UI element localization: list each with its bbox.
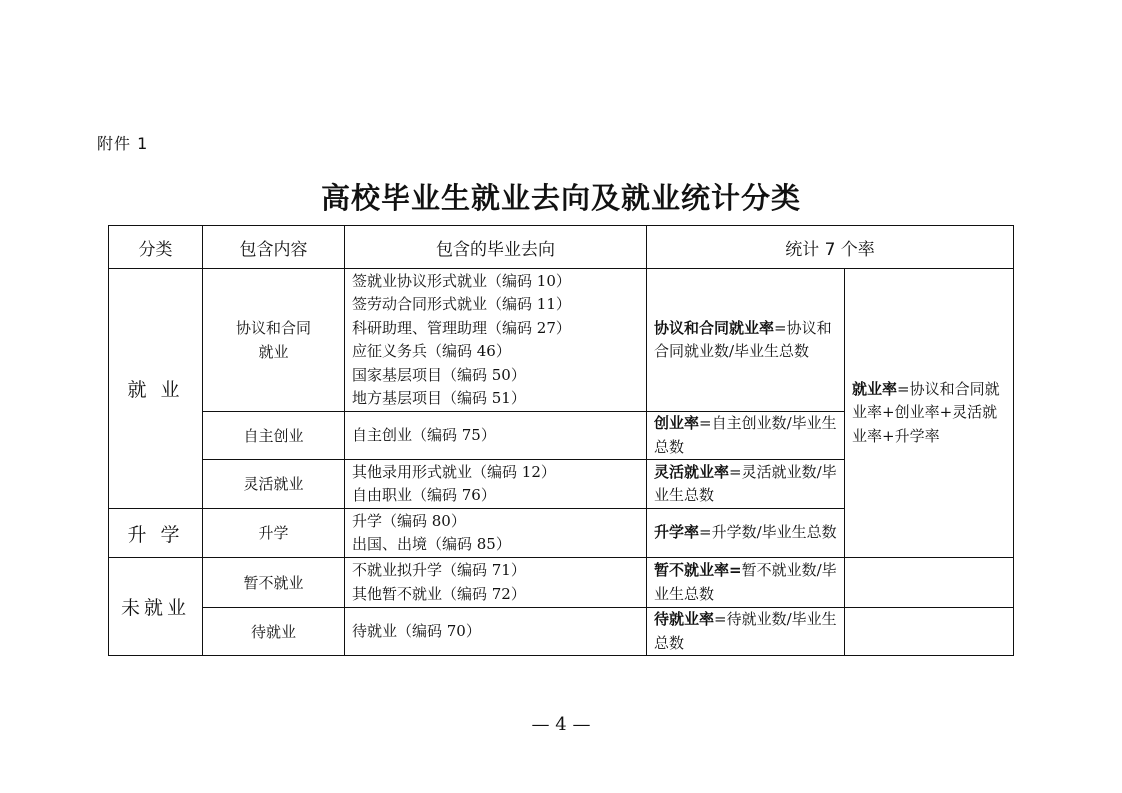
content-cell: 升学 — [203, 509, 345, 558]
header-destination: 包含的毕业去向 — [345, 226, 647, 269]
destination-item: 签就业协议形式就业（编码 10） — [352, 271, 571, 290]
category-unemployed: 未就业 — [109, 558, 203, 656]
rate-cell — [647, 460, 845, 509]
destination-item: 地方基层项目（编码 51） — [352, 389, 526, 407]
category-further-study: 升 学 — [109, 509, 203, 558]
content-line: 就业 — [258, 343, 289, 361]
empty-cell — [845, 558, 1014, 608]
rate-cell — [647, 608, 845, 656]
rate-formula: 暂不就业数/毕业生总数 — [654, 561, 837, 603]
rate-cell — [647, 558, 845, 608]
rate-cell — [647, 269, 845, 412]
destination-cell — [345, 509, 647, 558]
attachment-label: 附件 1 — [97, 134, 149, 153]
destination-item: 签劳动合同形式就业（编码 11） — [352, 295, 571, 313]
rate-name: 创业率 — [654, 414, 700, 432]
header-category: 分类 — [109, 226, 203, 269]
rate-formula: =自主创业数/毕业生总数 — [654, 414, 837, 456]
rate-cell — [647, 412, 845, 460]
destination-item: 科研助理、管理助理（编码 27） — [352, 318, 571, 337]
table-row — [109, 269, 1014, 412]
content-cell — [203, 269, 345, 412]
destination-item: 其他暂不就业（编码 72） — [352, 584, 526, 603]
destination-item: 应征义务兵（编码 46） — [352, 342, 511, 360]
document-title: 高校毕业生就业去向及就业统计分类 — [320, 181, 801, 215]
rate-formula: =升学数/毕业生总数 — [699, 523, 837, 542]
table-row — [109, 558, 1014, 608]
destination-cell — [345, 412, 647, 460]
rate-name: 升学率 — [654, 523, 700, 542]
statistics-table — [108, 225, 1014, 656]
table-header-row — [109, 226, 1014, 269]
destination-item: 自主创业（编码 75） — [352, 425, 496, 444]
content-cell: 灵活就业 — [203, 460, 345, 509]
rate-name: 协议和合同就业率 — [654, 318, 775, 337]
rate-name: 待就业率 — [654, 610, 715, 628]
content-cell: 暂不就业 — [203, 558, 345, 608]
destination-cell — [345, 608, 647, 656]
rate-name: 灵活就业率 — [654, 462, 730, 481]
destination-cell — [345, 269, 647, 412]
rate-formula: =协议和合同就业数/毕业生总数 — [654, 318, 832, 360]
destination-item: 待就业（编码 70） — [352, 621, 481, 640]
destination-item: 出国、出境（编码 85） — [352, 535, 511, 553]
content-cell: 自主创业 — [203, 412, 345, 460]
total-rate-formula: =协议和合同就业率+创业率+灵活就业率+升学率 — [852, 379, 1000, 445]
content-cell: 待就业 — [203, 608, 345, 656]
destination-item: 不就业拟升学（编码 71） — [352, 561, 526, 579]
header-rates: 统计 7 个率 — [647, 226, 1014, 269]
total-rate-cell — [845, 269, 1014, 558]
table-row — [109, 608, 1014, 656]
content-line: 协议和合同 — [235, 319, 311, 337]
destination-item: 国家基层项目（编码 50） — [352, 365, 526, 384]
destination-item: 其他录用形式就业（编码 12） — [352, 462, 556, 481]
category-employed: 就 业 — [109, 269, 203, 509]
destination-cell — [345, 558, 647, 608]
destination-item: 升学（编码 80） — [352, 511, 466, 530]
rate-name: 暂不就业率= — [654, 561, 742, 579]
empty-cell — [845, 608, 1014, 656]
page-number: — 4 — — [531, 714, 591, 735]
destination-item: 自由职业（编码 76） — [352, 486, 496, 504]
total-rate-name: 就业率 — [852, 379, 898, 398]
destination-cell — [345, 460, 647, 509]
header-content: 包含内容 — [203, 226, 345, 269]
rate-formula: =灵活就业数/毕业生总数 — [654, 462, 837, 504]
rate-formula: =待就业数/毕业生总数 — [654, 610, 837, 652]
rate-cell — [647, 509, 845, 558]
